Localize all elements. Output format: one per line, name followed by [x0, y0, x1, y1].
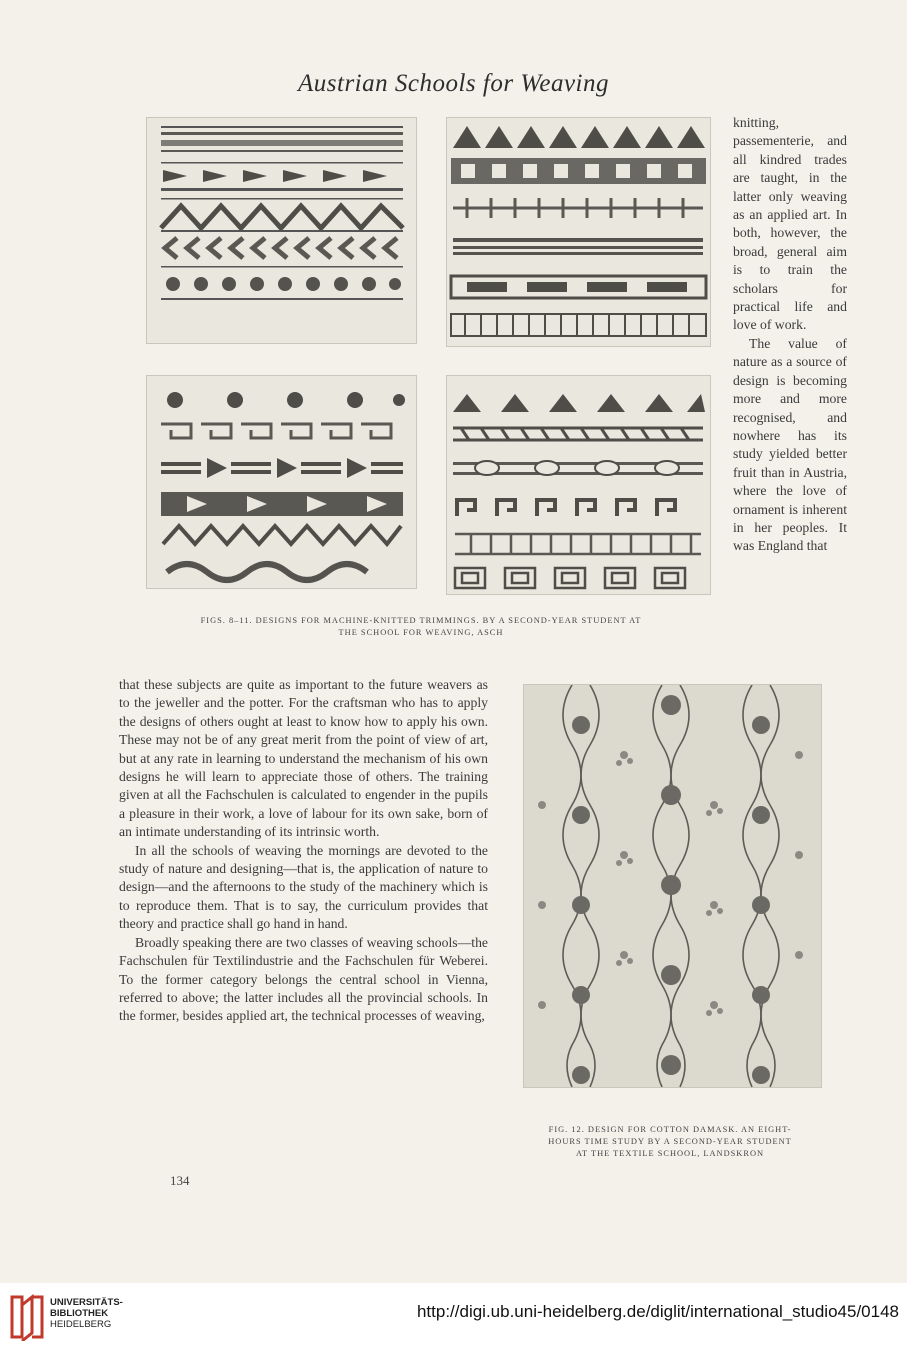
damask-caption-line-2: HOURS TIME STUDY BY A SECOND-YEAR STUDENT [548, 1137, 792, 1146]
trimming-plate-4 [446, 375, 711, 595]
body-text [119, 676, 488, 1026]
page-number: 134 [170, 1173, 190, 1188]
body-paragraph-3: Broadly speaking there are two classes of weaving schools—the Fachschulen für Textilindustrie and the Fachschulen für Weberei. To the former category belongs the central school in Vienna, referred to above; the latter includes all the provincial schools. In the former, besides applied art, the technical processes of weaving, [119, 934, 488, 1024]
side-paragraph-1: knitting, passementerie, and all kindred trades are taught, in the latter only weaving as an applied art. In both, however, the broad, general aim is to train the scholars for practical life and love of work. [733, 115, 847, 333]
library-name-line-1: UNIVERSITÄTS- [50, 1297, 123, 1308]
damask-caption-line-3: AT THE TEXTILE SCHOOL, LANDSKRON [575, 1149, 765, 1158]
library-name-line-2: BIBLIOTHEK [50, 1308, 109, 1319]
trimming-plate-1 [146, 117, 417, 344]
source-url-link[interactable]: http://digi.ub.uni-heidelberg.de/diglit/international_studio45/0148 [416, 1302, 899, 1321]
library-logo-icon [8, 1293, 46, 1346]
damask-caption [500, 1124, 840, 1160]
side-paragraph-2: The value of nature as a source of design is becoming more and more recognised, and nowhere has its study yielded better fruit than in Austria, where the love of ornament is inherent in her peoples. It was England that [733, 335, 847, 554]
damask-plate [523, 684, 822, 1088]
body-paragraph-2: In all the schools of weaving the mornings are devoted to the study of nature and designing—that is, the application of nature to design—and the afternoons to the study of the machinery which is to reproduce them. That is to say, the curriculum provides that theory and practice shall go hand in hand. [119, 842, 488, 932]
trimmings-caption-line-1: FIGS. 8–11. DESIGNS FOR MACHINE-KNITTED TRIMMINGS. BY A SECOND-YEAR STUDENT AT [200, 616, 642, 625]
library-name [50, 1297, 123, 1330]
trimmings-caption [117, 615, 725, 639]
trimming-plate-2 [446, 117, 711, 347]
library-name-line-3: HEIDELBERG [50, 1319, 112, 1330]
trimmings-caption-line-2: THE SCHOOL FOR WEAVING, ASCH [338, 628, 504, 637]
damask-caption-line-1: FIG. 12. DESIGN FOR COTTON DAMASK. AN EIGHT- [548, 1125, 792, 1134]
running-head: Austrian Schools for Weaving [298, 70, 609, 97]
body-paragraph-1: that these subjects are quite as important to the future weavers as to the jeweller and the potter. For the craftsman who has to apply the designs of others ought at least to know how to apply his own. These may not be of any great merit from the point of view of art, but at any rate in learning to understand the mechanism of his own designs he will learn to appreciate those of others. The training given at all the Fachschulen is calculated to engender in the pupils a pleasure in their work, a love of labour for its own sake, born of an intimate understanding of its intrinsic worth. [119, 677, 488, 840]
side-column-text [733, 114, 847, 556]
trimming-plate-3 [146, 375, 417, 589]
